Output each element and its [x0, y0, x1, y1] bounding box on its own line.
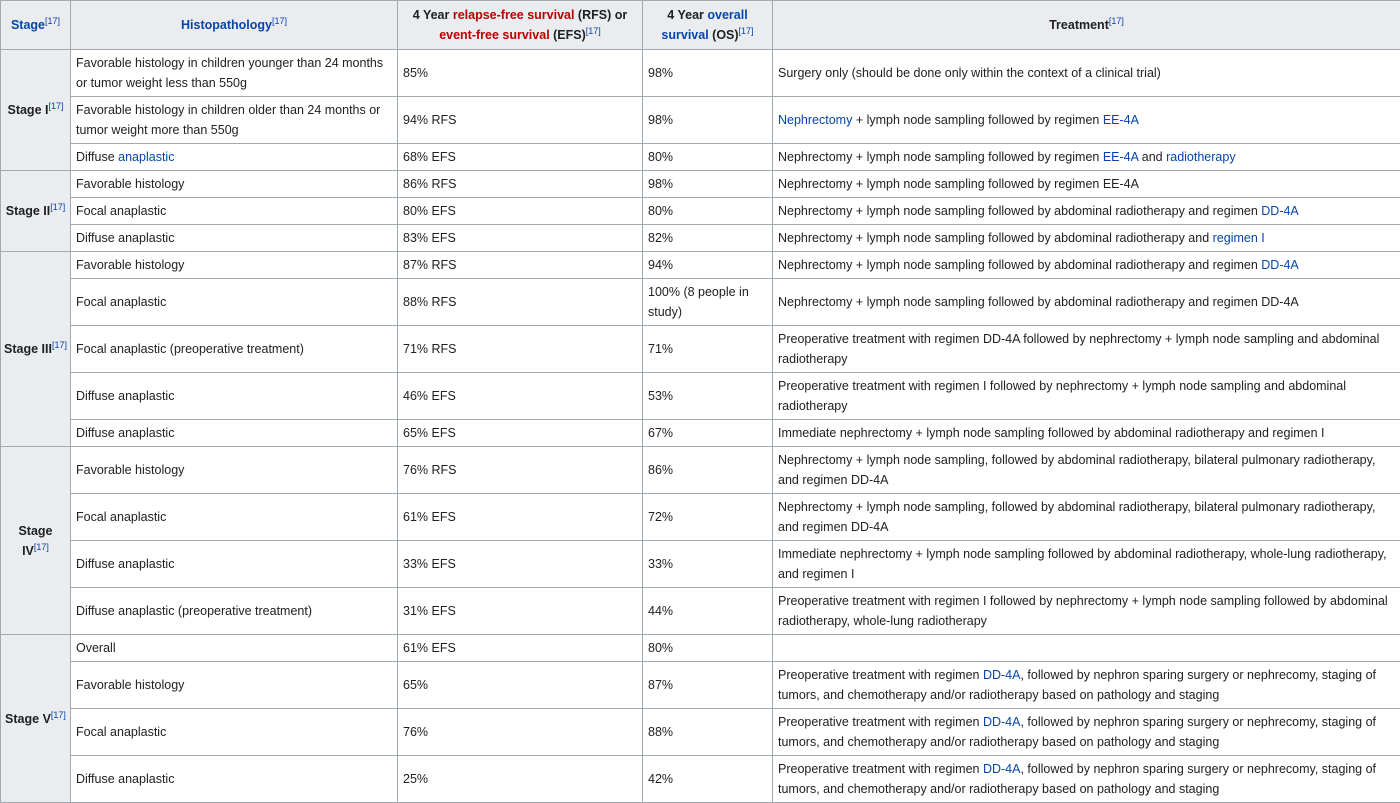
ref-link[interactable]: [17] [52, 340, 67, 350]
table-row [1, 541, 1400, 588]
rfs-cell: 80% EFS [398, 198, 643, 225]
ref-link[interactable]: [17] [49, 101, 64, 111]
rfs-cell: 61% EFS [398, 494, 643, 541]
ee-4a-link[interactable]: EE-4A [1103, 150, 1138, 164]
dd-4a-link[interactable]: DD-4A [983, 762, 1021, 776]
os-cell: 100% (8 people in study) [643, 279, 773, 326]
histopathology-cell: Focal anaplastic (preoperative treatment) [71, 326, 398, 373]
rfs-link[interactable]: relapse-free survival [453, 8, 575, 22]
histopathology-cell: Favorable histology in children younger than 24 months or tumor weight less than 550g [71, 50, 398, 97]
os-cell: 72% [643, 494, 773, 541]
anaplastic-link[interactable]: anaplastic [118, 150, 174, 164]
os-cell: 98% [643, 97, 773, 144]
rfs-cell: 76% [398, 709, 643, 756]
os-cell: 33% [643, 541, 773, 588]
treatment-cell: Nephrectomy + lymph node sampling followed by regimen EE-4A [773, 97, 1400, 144]
treatment-cell: Surgery only (should be done only within the context of a clinical trial) [773, 50, 1400, 97]
header-rfs-efs: 4 Year relapse-free survival (RFS) or event-free survival (EFS)[17] [398, 1, 643, 50]
treatment-cell: Nephrectomy + lymph node sampling followed by abdominal radiotherapy and regimen DD-4A [773, 279, 1400, 326]
os-cell: 71% [643, 326, 773, 373]
rfs-cell: 85% [398, 50, 643, 97]
header-os: 4 Year overall survival (OS)[17] [643, 1, 773, 50]
treatment-cell: Preoperative treatment with regimen DD-4A followed by nephrectomy + lymph node sampling and abdominal radiotherapy [773, 326, 1400, 373]
treatment-cell: Preoperative treatment with regimen I followed by nephrectomy + lymph node sampling and abdominal radiotherapy [773, 373, 1400, 420]
os-cell: 67% [643, 420, 773, 447]
treatment-cell: Immediate nephrectomy + lymph node sampling followed by abdominal radiotherapy and regimen I [773, 420, 1400, 447]
treatment-cell: Nephrectomy + lymph node sampling followed by regimen EE-4A [773, 171, 1400, 198]
histopathology-cell: Diffuse anaplastic [71, 144, 398, 171]
header-row [1, 1, 1400, 50]
table-row [1, 756, 1400, 803]
ref-link[interactable]: [17] [272, 16, 287, 26]
table-row [1, 97, 1400, 144]
stage-cell-ii: Stage II[17] [1, 171, 71, 252]
table-row [1, 279, 1400, 326]
rfs-cell: 46% EFS [398, 373, 643, 420]
nephrectomy-link[interactable]: Nephrectomy [778, 113, 852, 127]
histopathology-cell: Diffuse anaplastic [71, 373, 398, 420]
histopathology-cell: Overall [71, 635, 398, 662]
treatment-cell: Preoperative treatment with regimen DD-4A, followed by nephron sparing surgery or nephrecomy, staging of tumors, and chemotherapy and/or radiotherapy based on pathology and staging [773, 662, 1400, 709]
table-row [1, 144, 1400, 171]
header-stage-link[interactable]: Stage [11, 18, 45, 32]
regimen-i-link[interactable]: regimen I [1213, 231, 1265, 245]
rfs-cell: 94% RFS [398, 97, 643, 144]
treatment-cell: Preoperative treatment with regimen DD-4A, followed by nephron sparing surgery or nephrecomy, staging of tumors, and chemotherapy and/or radiotherapy based on pathology and staging [773, 709, 1400, 756]
rfs-cell: 31% EFS [398, 588, 643, 635]
treatment-cell: Nephrectomy + lymph node sampling followed by regimen EE-4A and radiotherapy [773, 144, 1400, 171]
os-cell: 86% [643, 447, 773, 494]
ref-link[interactable]: [17] [45, 16, 60, 26]
histopathology-cell: Diffuse anaplastic [71, 225, 398, 252]
table-row [1, 50, 1400, 97]
radiotherapy-link[interactable]: radiotherapy [1166, 150, 1236, 164]
rfs-cell: 68% EFS [398, 144, 643, 171]
os-cell: 82% [643, 225, 773, 252]
histopathology-cell: Favorable histology in children older than 24 months or tumor weight more than 550g [71, 97, 398, 144]
histopathology-cell: Favorable histology [71, 252, 398, 279]
rfs-cell: 61% EFS [398, 635, 643, 662]
table-row [1, 198, 1400, 225]
histopathology-cell: Diffuse anaplastic [71, 541, 398, 588]
treatment-cell [773, 635, 1400, 662]
histopathology-cell: Favorable histology [71, 662, 398, 709]
os-cell: 42% [643, 756, 773, 803]
os-cell: 80% [643, 198, 773, 225]
dd-4a-link[interactable]: DD-4A [1261, 204, 1299, 218]
os-cell: 80% [643, 144, 773, 171]
os-cell: 94% [643, 252, 773, 279]
histopathology-cell: Focal anaplastic [71, 279, 398, 326]
histopathology-cell: Favorable histology [71, 447, 398, 494]
rfs-cell: 87% RFS [398, 252, 643, 279]
histopathology-cell: Diffuse anaplastic (preoperative treatment) [71, 588, 398, 635]
dd-4a-link[interactable]: DD-4A [983, 715, 1021, 729]
histopathology-cell: Diffuse anaplastic [71, 420, 398, 447]
rfs-cell: 65% EFS [398, 420, 643, 447]
rfs-cell: 88% RFS [398, 279, 643, 326]
table-row [1, 420, 1400, 447]
treatment-cell: Preoperative treatment with regimen DD-4A, followed by nephron sparing surgery or nephrecomy, staging of tumors, and chemotherapy and/or radiotherapy based on pathology and staging [773, 756, 1400, 803]
histopathology-cell: Focal anaplastic [71, 709, 398, 756]
histopathology-cell: Diffuse anaplastic [71, 756, 398, 803]
ref-link[interactable]: [17] [51, 709, 66, 719]
table-row [1, 225, 1400, 252]
histopathology-cell: Focal anaplastic [71, 494, 398, 541]
rfs-cell: 83% EFS [398, 225, 643, 252]
os-cell: 88% [643, 709, 773, 756]
treatment-cell: Nephrectomy + lymph node sampling, followed by abdominal radiotherapy, bilateral pulmonary radiotherapy, and regimen DD-4A [773, 447, 1400, 494]
table-row [1, 252, 1400, 279]
table-row [1, 662, 1400, 709]
os-cell: 87% [643, 662, 773, 709]
rfs-cell: 71% RFS [398, 326, 643, 373]
ee-4a-link[interactable]: EE-4A [1103, 113, 1139, 127]
stage-cell-i: Stage I[17] [1, 50, 71, 171]
table-row [1, 709, 1400, 756]
os-cell: 80% [643, 635, 773, 662]
ref-link[interactable]: [17] [1109, 16, 1124, 26]
ref-link[interactable]: [17] [739, 26, 754, 36]
os-cell: 53% [643, 373, 773, 420]
os-cell: 98% [643, 50, 773, 97]
header-stage[interactable] [1, 1, 71, 50]
table-row [1, 326, 1400, 373]
treatment-cell: Nephrectomy + lymph node sampling followed by abdominal radiotherapy and regimen DD-4A [773, 198, 1400, 225]
header-histopathology-link[interactable]: Histopathology [181, 18, 272, 32]
stage-cell-iv: Stage IV[17] [1, 447, 71, 635]
dd-4a-link[interactable]: DD-4A [1261, 258, 1299, 272]
efs-link[interactable]: event-free survival [439, 28, 549, 42]
rfs-cell: 76% RFS [398, 447, 643, 494]
header-histopathology[interactable] [71, 1, 398, 50]
os-cell: 98% [643, 171, 773, 198]
table-row [1, 588, 1400, 635]
table-row [1, 494, 1400, 541]
stage-cell-iii: Stage III[17] [1, 252, 71, 447]
histopathology-cell: Favorable histology [71, 171, 398, 198]
rfs-cell: 33% EFS [398, 541, 643, 588]
dd-4a-link[interactable]: DD-4A [983, 668, 1021, 682]
stage-cell-v: Stage V[17] [1, 635, 71, 803]
table-row [1, 635, 1400, 662]
os-cell: 44% [643, 588, 773, 635]
treatment-cell: Nephrectomy + lymph node sampling followed by abdominal radiotherapy and regimen I [773, 225, 1400, 252]
table-row [1, 171, 1400, 198]
rfs-cell: 65% [398, 662, 643, 709]
histopathology-cell: Focal anaplastic [71, 198, 398, 225]
os-link[interactable]: overall survival [661, 8, 747, 42]
treatment-cell: Nephrectomy + lymph node sampling followed by abdominal radiotherapy and regimen DD-4A [773, 252, 1400, 279]
rfs-cell: 25% [398, 756, 643, 803]
rfs-cell: 86% RFS [398, 171, 643, 198]
header-treatment: Treatment[17] [773, 1, 1400, 50]
treatment-cell: Preoperative treatment with regimen I followed by nephrectomy + lymph node sampling followed by abdominal radiotherapy, whole-lung radiotherapy [773, 588, 1400, 635]
ref-link[interactable]: [17] [586, 26, 601, 36]
treatment-cell: Nephrectomy + lymph node sampling, followed by abdominal radiotherapy, bilateral pulmonary radiotherapy, and regimen DD-4A [773, 494, 1400, 541]
ref-link[interactable]: [17] [50, 202, 65, 212]
ref-link[interactable]: [17] [34, 541, 49, 551]
treatment-cell: Immediate nephrectomy + lymph node sampling followed by abdominal radiotherapy, whole-lung radiotherapy, and regimen I [773, 541, 1400, 588]
table-row [1, 373, 1400, 420]
table-row [1, 447, 1400, 494]
